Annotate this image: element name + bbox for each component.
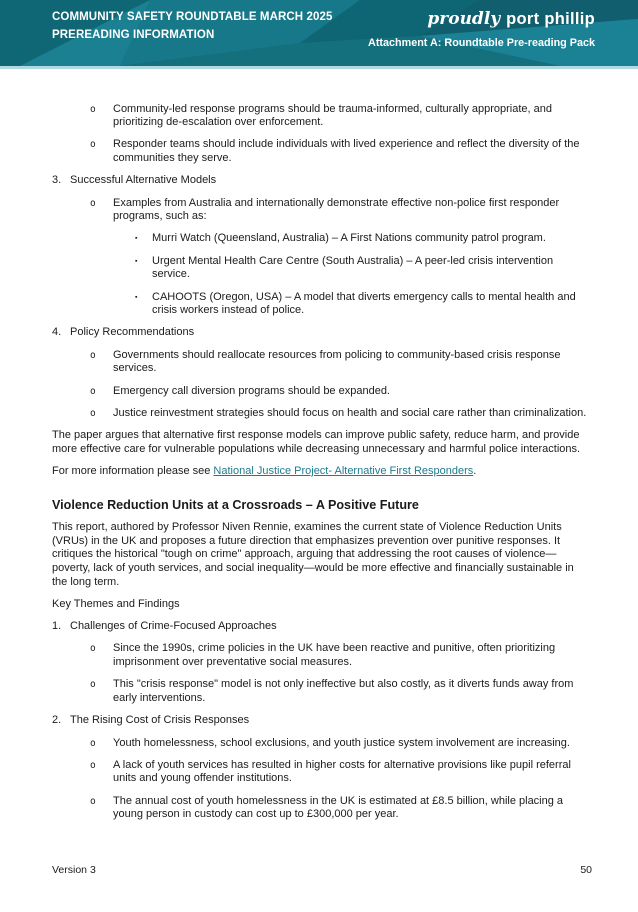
item-text: Governments should reallocate resources from policing to community-based crisis response services. — [113, 348, 561, 375]
bullet-item — [52, 642, 592, 669]
bullet-marker: ▪ — [135, 235, 138, 243]
bullet-item — [52, 197, 592, 224]
bullet-item — [52, 737, 592, 751]
bullet-marker: ▪ — [135, 293, 138, 301]
paragraph: Key Themes and Findings — [52, 598, 180, 611]
logo-script-text: proudly — [427, 9, 501, 29]
page-footer — [52, 864, 592, 876]
item-text: Emergency call diversion programs should be expanded. — [113, 384, 390, 397]
bullet-item — [52, 138, 592, 165]
attachment-label: Attachment A: Roundtable Pre-reading Pack — [368, 37, 595, 49]
external-link[interactable]: National Justice Project- Alternative First Responders — [213, 464, 474, 477]
link-prefix-text: For more information please see — [52, 464, 214, 477]
paragraph: This report, authored by Professor Niven Rennie, examines the current state of Violence Reduction Units (VRUs) in the UK and proposes a future direction that emphasizes prevention over punitive responses. It critiques the historical "tough on crime" approach, arguing that addressing the root causes of violence—poverty, lack of youth services, and social inequality—would be more effective and financially sustainable in the long term. — [52, 521, 574, 588]
document-title-line1: COMMUNITY SAFETY ROUNDTABLE MARCH 2025 — [52, 11, 333, 23]
numbered-item — [52, 620, 592, 634]
paragraph-with-link — [52, 465, 592, 479]
bullet-marker: ▪ — [135, 257, 138, 265]
item-text: CAHOOTS (Oregon, USA) – A model that diverts emergency calls to mental health and crisis workers instead of police. — [152, 290, 576, 317]
bullet-marker: o — [90, 385, 96, 397]
item-number: 3. — [52, 174, 62, 187]
item-text: Policy Recommendations — [70, 326, 195, 339]
document-title-line2: PREREADING INFORMATION — [52, 29, 215, 41]
page-number: 50 — [580, 864, 592, 876]
bullet-item — [52, 255, 592, 282]
bullet-item — [52, 232, 592, 246]
bullet-marker: o — [90, 795, 96, 807]
bullet-item — [52, 349, 592, 376]
item-text: Responder teams should include individuals with lived experience and reflect the diversity of the communities they serve. — [113, 138, 580, 165]
bullet-item — [52, 759, 592, 786]
logo-wordmark-text: port phillip — [506, 10, 595, 28]
bullet-item — [52, 103, 592, 130]
bullet-marker: o — [90, 737, 96, 749]
item-text: Community-led response programs should be trauma-informed, culturally appropriate, and prioritizing de-escalation over enforcement. — [113, 102, 552, 129]
item-text: Challenges of Crime-Focused Approaches — [70, 620, 277, 633]
item-text: Successful Alternative Models — [70, 174, 217, 187]
bullet-marker: o — [90, 759, 96, 771]
document-title — [52, 8, 332, 44]
item-text: A lack of youth services has resulted in higher costs for alternative provisions like pupil referral units and young offender institutions. — [113, 758, 571, 785]
item-text: Youth homelessness, school exclusions, and youth justice system involvement are increasing. — [113, 736, 570, 749]
item-text: Justice reinvestment strategies should focus on health and social care rather than criminalization. — [113, 406, 587, 419]
item-text: This "crisis response" model is not only ineffective but also costly, as it diverts funds away from early interventions. — [113, 678, 574, 705]
item-text: Murri Watch (Queensland, Australia) – A First Nations community patrol program. — [152, 232, 546, 245]
bullet-marker: o — [90, 349, 96, 361]
item-text: The annual cost of youth homelessness in the UK is estimated at £8.5 billion, while placing a young person in custody can cost up to £300,000 per year. — [113, 794, 564, 821]
bullet-item — [52, 407, 592, 421]
item-number: 1. — [52, 620, 62, 633]
bullet-marker: o — [90, 643, 96, 655]
section-heading: Violence Reduction Units at a Crossroads – A Positive Future — [52, 497, 419, 512]
item-number: 4. — [52, 326, 62, 339]
bullet-marker: o — [90, 407, 96, 419]
header-banner — [0, 0, 638, 66]
bullet-marker: o — [90, 139, 96, 151]
item-number: 2. — [52, 714, 62, 727]
item-text: The Rising Cost of Crisis Responses — [70, 714, 250, 727]
item-text: Urgent Mental Health Care Centre (South Australia) – A peer-led crisis intervention service. — [152, 254, 554, 281]
bullet-marker: o — [90, 103, 96, 115]
item-text: Examples from Australia and internationally demonstrate effective non-police first responder programs, such as: — [113, 196, 560, 223]
link-suffix-text: . — [473, 464, 477, 477]
version-label: Version 3 — [52, 864, 96, 876]
item-text: Since the 1990s, crime policies in the UK have been reactive and punitive, often prioritizing imprisonment over preventative social measures. — [113, 642, 556, 669]
numbered-item — [52, 174, 592, 188]
bullet-item — [52, 291, 592, 318]
numbered-item — [52, 714, 592, 728]
bullet-marker: o — [90, 679, 96, 691]
bullet-marker: o — [90, 197, 96, 209]
document-body — [0, 69, 638, 822]
numbered-item — [52, 326, 592, 340]
bullet-item — [52, 795, 592, 822]
bullet-item — [52, 678, 592, 705]
port-phillip-logo — [427, 9, 595, 29]
bullet-item — [52, 385, 592, 399]
paragraph: The paper argues that alternative first response models can improve public safety, reduce harm, and provide more effective care for vulnerable populations while decreasing unnecessary and harmful police interactions. — [52, 428, 581, 455]
